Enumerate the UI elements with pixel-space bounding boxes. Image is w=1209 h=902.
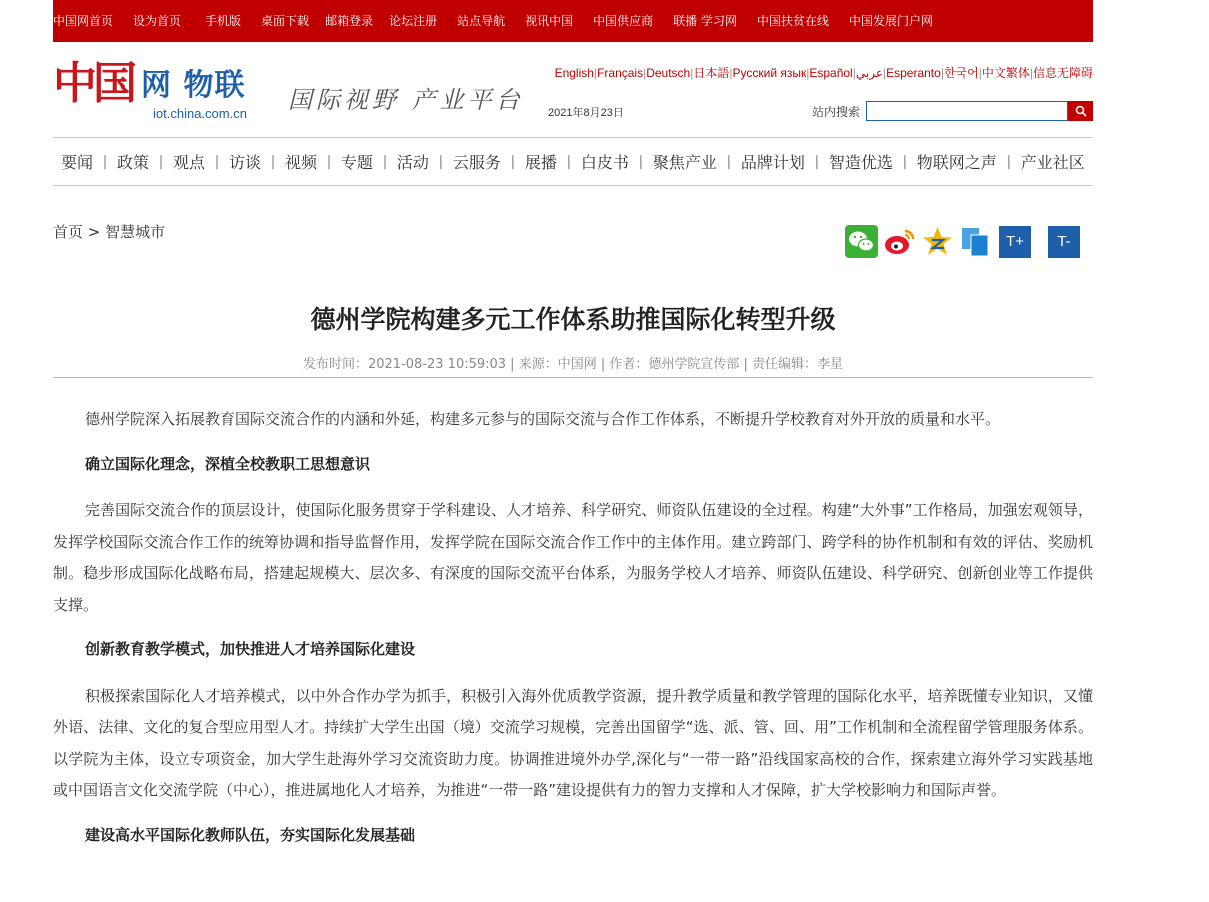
nav-separator: | xyxy=(902,153,908,170)
article-paragraph: 德州学院深入拓展教育国际交流合作的内涵和外延，构建多元参与的国际交流与合作工作体系，不断提升学校教育对外开放的质量和水平。 xyxy=(85,410,1001,428)
share-wechat-button[interactable] xyxy=(845,225,878,258)
language-link[interactable]: 中文繁体 xyxy=(981,66,1030,80)
weibo-icon xyxy=(883,225,916,258)
current-date: 2021年8月23日 xyxy=(548,107,624,119)
nav-item[interactable]: 物联网之声 xyxy=(916,153,997,172)
language-link[interactable]: 한국어 xyxy=(943,66,979,80)
language-link[interactable]: عربي xyxy=(855,66,883,80)
top-bar xyxy=(53,0,1093,42)
topbar-link[interactable]: 中国供应商 xyxy=(593,14,654,28)
copy-link-button[interactable] xyxy=(959,225,992,258)
breadcrumb-separator: > xyxy=(83,223,106,241)
topbar-link[interactable]: 论坛注册 xyxy=(389,14,438,28)
language-link[interactable]: Deutsch xyxy=(646,66,691,80)
nav-item[interactable]: 访谈 xyxy=(228,153,261,172)
language-link[interactable]: English xyxy=(554,66,594,80)
search-label: 站内搜索 xyxy=(811,104,860,119)
language-separator: | xyxy=(806,66,810,80)
copy-icon xyxy=(959,225,992,258)
nav-separator: | xyxy=(214,153,220,170)
nav-item[interactable]: 视频 xyxy=(284,153,317,172)
font-increase-button[interactable]: T+ xyxy=(999,226,1031,258)
site-search xyxy=(812,101,1093,121)
article-title: 德州学院构建多元工作体系助推国际化转型升级 xyxy=(310,305,836,334)
article-body xyxy=(53,404,1093,866)
nav-separator: | xyxy=(1006,153,1012,170)
nav-separator: | xyxy=(814,153,820,170)
topbar-link[interactable]: 联播 学习网 xyxy=(673,14,737,28)
language-link[interactable]: Français xyxy=(597,66,644,80)
nav-item[interactable]: 产业社区 xyxy=(1020,153,1085,172)
language-separator: | xyxy=(643,66,647,80)
article-subheading: 创新教育教学模式，加快推进人才培养国际化建设 xyxy=(85,640,416,658)
topbar-link[interactable]: 桌面下载 xyxy=(261,14,310,28)
nav-separator: | xyxy=(158,153,164,170)
article-paragraph: 积极探索国际化人才培养模式，以中外合作办学为抓手，积极引入海外优质教学资源，提升教学质量和教学管理的国际化水平，培养既懂专业知识，又懂外语、法律、文化的复合型应用型人才。持续扩大学生出国（境）交流学习规模，完善出国留学“选、派、管、回、用”工作机制和全流程留学管理服务体系。以学院为主体，设立专项资金，加大学生赴海外学习交流资助力度。协调推进境外办学,深化与“一带一路”沿线国家高校的合作，探索建立海外学习实践基地或中国语言文化交流学院（中心），推进属地化人才培养，为推进“一带一路”建设提供有力的智力支撑和人才保障，扩大学校影响力和国际声誉。 xyxy=(53,686,1093,799)
nav-separator: | xyxy=(382,153,388,170)
logo-name: 网 物联 xyxy=(141,68,246,103)
share-qzone-button[interactable] xyxy=(921,225,954,258)
language-separator: | xyxy=(1029,66,1033,80)
search-input[interactable] xyxy=(866,101,1068,121)
nav-item[interactable]: 展播 xyxy=(524,153,557,172)
breadcrumb-home[interactable]: 首页 xyxy=(53,223,84,241)
nav-item[interactable]: 要闻 xyxy=(61,153,94,172)
nav-separator: | xyxy=(438,153,444,170)
topbar-link[interactable]: 中国扶贫在线 xyxy=(756,14,829,28)
nav-separator: | xyxy=(270,153,276,170)
language-separator: | xyxy=(940,66,944,80)
language-links xyxy=(555,64,1093,81)
nav-item[interactable]: 政策 xyxy=(116,153,149,172)
language-separator: | xyxy=(882,66,887,80)
nav-item[interactable]: 云服务 xyxy=(452,153,501,172)
breadcrumb-section[interactable]: 智慧城市 xyxy=(105,223,166,241)
nav-item[interactable]: 品牌计划 xyxy=(740,153,805,172)
font-decrease-button[interactable]: T- xyxy=(1048,226,1080,258)
nav-separator: | xyxy=(102,153,108,170)
nav-separator: | xyxy=(326,153,332,170)
site-header xyxy=(53,42,1093,138)
nav-item[interactable]: 白皮书 xyxy=(580,153,629,172)
topbar-link[interactable]: 手机版 xyxy=(205,14,242,28)
site-slogan: 国际视野 产业平台 xyxy=(288,86,524,114)
nav-item[interactable]: 专题 xyxy=(340,153,373,172)
article-meta: 发布时间：2021-08-23 10:59:03 | 来源：中国网 | 作者：德州学院宣传部 | 责任编辑：李星 xyxy=(53,353,1093,378)
language-separator: | xyxy=(690,66,694,80)
language-link[interactable]: Русский язык xyxy=(732,66,807,80)
article-paragraph: 完善国际交流合作的顶层设计，使国际化服务贯穿于学科建设、人才培养、科学研究、师资队伍建设的全过程。构建“大外事”工作格局，加强宏观领导，发挥学校国际交流合作工作的统筹协调和指导监督作用，发挥学院在国际交流合作工作中的主体作用。建立跨部门、跨学科的协作机制和有效的评估、奖励机制。稳步形成国际化战略布局，搭建起规模大、层次多、有深度的国际交流平台体系，为服务学校人才培养、师资队伍建设、科学研究、创新创业等工作提供支撑。 xyxy=(53,501,1093,614)
nav-item[interactable]: 观点 xyxy=(172,153,205,172)
topbar-link[interactable]: 视讯中国 xyxy=(525,14,574,28)
topbar-link[interactable]: 中国网首页 xyxy=(53,14,114,28)
search-icon xyxy=(1075,105,1087,117)
nav-separator: | xyxy=(510,153,516,170)
share-weibo-button[interactable] xyxy=(883,225,916,258)
share-toolbar xyxy=(845,225,1080,258)
topbar-link[interactable]: 站点导航 xyxy=(457,14,506,28)
search-button[interactable] xyxy=(1068,101,1093,121)
nav-item[interactable]: 活动 xyxy=(396,153,429,172)
topbar-link[interactable]: 邮箱登录 xyxy=(325,14,374,28)
nav-separator: | xyxy=(638,153,644,170)
language-separator: | xyxy=(729,66,733,80)
site-logo[interactable] xyxy=(53,58,263,128)
logo-mark: 中国 xyxy=(53,58,133,109)
article-subheading: 确立国际化理念，深植全校教职工思想意识 xyxy=(85,454,371,473)
language-link[interactable]: 信息无障碍 xyxy=(1032,66,1093,80)
nav-item[interactable]: 聚焦产业 xyxy=(652,153,717,172)
language-link[interactable]: Español xyxy=(809,66,853,80)
language-link[interactable]: Esperanto xyxy=(886,66,941,80)
wechat-icon xyxy=(845,225,878,258)
language-separator: | xyxy=(978,66,982,80)
topbar-link[interactable]: 设为首页 xyxy=(133,14,182,28)
topbar-link[interactable]: 中国发展门户网 xyxy=(848,14,933,28)
main-nav xyxy=(53,138,1093,186)
article-subheading: 建设高水平国际化教师队伍，夯实国际化发展基础 xyxy=(85,825,416,844)
language-separator: | xyxy=(852,66,856,80)
language-link[interactable]: 日本語 xyxy=(693,66,730,80)
language-separator: | xyxy=(593,66,598,80)
logo-url: iot.china.com.cn xyxy=(153,106,247,121)
nav-separator: | xyxy=(726,153,732,170)
nav-item[interactable]: 智造优选 xyxy=(828,153,893,172)
nav-separator: | xyxy=(566,153,572,170)
qzone-icon xyxy=(921,225,954,258)
